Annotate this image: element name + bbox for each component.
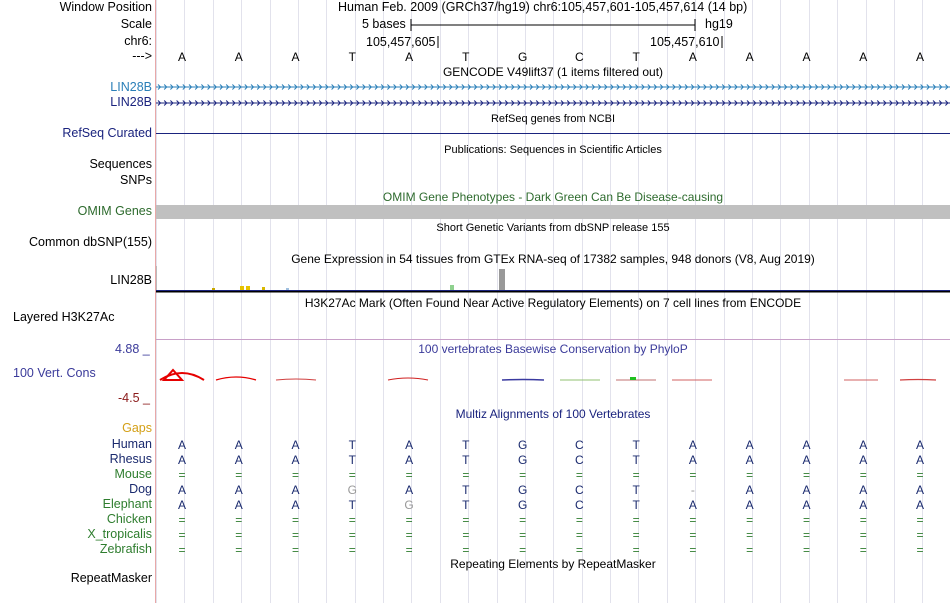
alignment-base: T — [462, 483, 470, 497]
alignment-base: A — [859, 438, 868, 452]
alignment-base: = — [916, 528, 924, 542]
alignment-base: A — [234, 453, 243, 467]
alignment-base: A — [859, 483, 868, 497]
alignment-base: T — [632, 438, 640, 452]
alignment-base: T — [348, 453, 356, 467]
alignment-base: = — [689, 513, 697, 527]
alignment-base: A — [859, 453, 868, 467]
base-letter: T — [632, 50, 640, 64]
species-label[interactable]: Chicken — [106, 512, 152, 526]
alignment-base: C — [575, 483, 584, 497]
conservation-peak — [216, 377, 256, 380]
alignment-base: A — [291, 483, 300, 497]
alignment-base: G — [347, 483, 357, 497]
alignment-base: A — [177, 438, 186, 452]
alignment-base: = — [802, 468, 810, 482]
strand-arrow-label: ---> — [132, 49, 152, 63]
gtex-gene-label[interactable]: LIN28B — [110, 273, 152, 287]
alignment-base: = — [348, 528, 356, 542]
gencode-item-1-label[interactable]: LIN28B — [110, 80, 152, 94]
alignment-base: A — [688, 453, 697, 467]
alignment-base: = — [859, 543, 867, 557]
conservation-track-title[interactable]: 100 vertebrates Basewise Conservation by PhyloP — [418, 342, 688, 356]
conservation-peak — [502, 380, 544, 381]
dbsnp-label[interactable]: Common dbSNP(155) — [29, 235, 152, 249]
refseq-label[interactable]: RefSeq Curated — [62, 126, 152, 140]
alignment-base: A — [405, 438, 414, 452]
alignment-base: A — [745, 483, 754, 497]
base-letter: A — [745, 50, 754, 64]
alignment-base: = — [575, 543, 583, 557]
gtex-track-title[interactable]: Gene Expression in 54 tissues from GTEx RNA-seq of 17382 samples, 948 donors (V8, Aug 2019) — [291, 252, 815, 266]
gaps-label[interactable]: Gaps — [122, 421, 152, 435]
cons-max-value: 4.88 _ — [115, 342, 150, 356]
species-label[interactable]: Zebrafish — [99, 542, 152, 556]
sequences-label[interactable]: Sequences — [89, 157, 152, 171]
alignment-base: A — [291, 498, 300, 512]
alignment-base: = — [292, 543, 300, 557]
alignment-base: T — [348, 498, 356, 512]
alignment-base: = — [178, 513, 186, 527]
alignment-base: - — [690, 483, 695, 497]
h3k27ac-baseline — [156, 339, 950, 340]
assembly-position[interactable]: Human Feb. 2009 (GRCh37/hg19) chr6:105,457,601-105,457,614 (14 bp) — [338, 0, 748, 14]
refseq-track-title[interactable]: RefSeq genes from NCBI — [490, 113, 616, 125]
alignment-base: G — [517, 498, 528, 512]
base-letter: A — [234, 50, 243, 64]
alignment-base: = — [689, 528, 697, 542]
base-letter: T — [348, 50, 356, 64]
alignment-base: = — [689, 543, 697, 557]
base-letter: A — [688, 50, 697, 64]
omim-gene-bar[interactable] — [156, 205, 950, 219]
h3k27ac-track-title[interactable]: H3K27Ac Mark (Often Found Near Active Regulatory Elements) on 7 cell lines from ENCODE — [304, 296, 802, 310]
alignment-base: T — [348, 438, 356, 452]
chr-label: chr6: — [124, 34, 152, 48]
alignment-base: = — [519, 513, 527, 527]
publications-track-title[interactable]: Publications: Sequences in Scientific Articles — [444, 144, 662, 156]
alignment-base: = — [462, 528, 470, 542]
coordinate-tick-1: 105,457,605 — [366, 35, 436, 49]
alignment-base: = — [575, 468, 583, 482]
alignment-base: A — [802, 483, 811, 497]
species-label[interactable]: Dog — [129, 482, 152, 496]
alignment-base: = — [405, 468, 413, 482]
alignment-base: A — [688, 438, 697, 452]
alignment-base: G — [404, 498, 414, 512]
omim-track-title[interactable]: OMIM Gene Phenotypes - Dark Green Can Be Disease-causing — [382, 190, 724, 204]
alignment-base: = — [348, 468, 356, 482]
alignment-base: T — [632, 498, 640, 512]
alignment-base: = — [632, 513, 640, 527]
alignment-base: A — [915, 498, 924, 512]
alignment-base: = — [292, 528, 300, 542]
alignment-base: = — [235, 468, 243, 482]
alignment-base: A — [745, 498, 754, 512]
alignment-base: = — [916, 513, 924, 527]
alignment-base: = — [405, 543, 413, 557]
alignment-base: T — [462, 438, 470, 452]
refseq-gene-line[interactable] — [156, 133, 950, 134]
repeatmasker-track-title[interactable]: Repeating Elements by RepeatMasker — [450, 557, 656, 571]
conservation-peak — [276, 379, 316, 380]
alignment-base: A — [688, 498, 697, 512]
base-letter: A — [915, 50, 924, 64]
alignment-base: T — [632, 483, 640, 497]
alignment-base: = — [348, 543, 356, 557]
alignment-base: A — [915, 438, 924, 452]
alignment-base: = — [859, 513, 867, 527]
alignment-base: = — [689, 468, 697, 482]
base-letter: T — [462, 50, 470, 64]
alignment-base: = — [178, 528, 186, 542]
window-position-label: Window Position — [59, 0, 152, 14]
alignment-base: = — [235, 528, 243, 542]
alignment-base: A — [177, 483, 186, 497]
alignment-base: = — [575, 513, 583, 527]
gtex-expression-bars[interactable] — [156, 266, 950, 296]
alignment-base: = — [916, 468, 924, 482]
alignment-base: = — [178, 468, 186, 482]
alignment-base: A — [291, 438, 300, 452]
conservation-peak — [388, 378, 428, 380]
conservation-wiggle[interactable] — [156, 366, 950, 388]
alignment-base: = — [916, 543, 924, 557]
alignment-base: = — [405, 513, 413, 527]
alignment-base: = — [632, 543, 640, 557]
multiz-track-title[interactable]: Multiz Alignments of 100 Vertebrates — [455, 407, 651, 421]
alignment-base: = — [802, 543, 810, 557]
alignment-base: = — [462, 513, 470, 527]
alignment-base: = — [746, 513, 754, 527]
alignment-base: = — [746, 543, 754, 557]
base-letter: A — [859, 50, 868, 64]
species-label[interactable]: Elephant — [102, 497, 152, 511]
alignment-base: = — [235, 513, 243, 527]
dbsnp-track-title[interactable]: Short Genetic Variants from dbSNP release 155 — [436, 222, 670, 234]
snps-label[interactable]: SNPs — [120, 173, 152, 187]
scale-db: hg19 — [705, 17, 733, 31]
alignment-base: C — [575, 453, 584, 467]
conservation-peak — [900, 380, 936, 381]
alignment-base: = — [802, 528, 810, 542]
alignment-base: A — [915, 483, 924, 497]
base-letter: A — [177, 50, 186, 64]
alignment-base: = — [405, 528, 413, 542]
alignment-base: A — [234, 483, 243, 497]
coordinate-tick-2: 105,457,610 — [650, 35, 720, 49]
alignment-base: A — [915, 453, 924, 467]
base-letter: A — [405, 50, 414, 64]
alignment-base: = — [292, 468, 300, 482]
species-label[interactable]: Human — [111, 437, 152, 451]
cons-min-value: -4.5 _ — [118, 391, 150, 405]
h3k27ac-label[interactable]: Layered H3K27Ac — [13, 310, 115, 324]
gencode-gene-features[interactable] — [156, 80, 950, 112]
alignment-base: = — [802, 513, 810, 527]
alignment-base: = — [632, 468, 640, 482]
alignment-base: A — [291, 453, 300, 467]
alignment-base: A — [745, 453, 754, 467]
alignment-base: = — [859, 468, 867, 482]
alignment-base: = — [575, 528, 583, 542]
alignment-base: = — [746, 528, 754, 542]
alignment-base: G — [517, 438, 528, 452]
alignment-base: A — [234, 498, 243, 512]
alignment-base: A — [859, 498, 868, 512]
repeatmasker-label[interactable]: RepeatMasker — [70, 571, 152, 585]
gencode-track-title[interactable]: GENCODE V49lift37 (1 items filtered out) — [442, 65, 664, 79]
alignment-base: = — [178, 543, 186, 557]
omim-label[interactable]: OMIM Genes — [77, 204, 152, 218]
alignment-base: A — [802, 438, 811, 452]
alignment-base: = — [462, 468, 470, 482]
gencode-item-2-label[interactable]: LIN28B — [110, 95, 152, 109]
alignment-base: A — [405, 453, 414, 467]
species-label[interactable]: X_tropicalis — [87, 527, 152, 541]
alignment-base: A — [234, 438, 243, 452]
alignment-base: A — [802, 498, 811, 512]
alignment-base: T — [462, 453, 470, 467]
alignment-base: G — [517, 483, 528, 497]
scale-label: Scale — [120, 17, 152, 31]
alignment-base: = — [235, 543, 243, 557]
alignment-base: A — [745, 438, 754, 452]
alignment-base: T — [462, 498, 470, 512]
alignment-base: = — [462, 543, 470, 557]
alignment-base: A — [802, 453, 811, 467]
alignment-base: A — [405, 483, 414, 497]
conservation-label[interactable]: 100 Vert. Cons — [13, 366, 96, 380]
alignment-base: = — [519, 543, 527, 557]
alignment-base: G — [517, 453, 528, 467]
base-letter: A — [291, 50, 300, 64]
alignment-base: C — [575, 438, 584, 452]
alignment-base: = — [292, 513, 300, 527]
alignment-base: T — [632, 453, 640, 467]
species-label[interactable]: Rhesus — [109, 452, 152, 466]
base-letter: G — [517, 50, 528, 64]
alignment-base: A — [177, 498, 186, 512]
alignment-base: A — [177, 453, 186, 467]
alignment-base: = — [746, 468, 754, 482]
base-letter: C — [575, 50, 584, 64]
species-label[interactable]: Mouse — [114, 467, 152, 481]
base-letter: A — [802, 50, 811, 64]
alignment-base: = — [348, 513, 356, 527]
alignment-base: = — [859, 528, 867, 542]
scale-text: 5 bases — [362, 17, 406, 31]
alignment-base: = — [632, 528, 640, 542]
alignment-base: C — [575, 498, 584, 512]
alignment-base: = — [519, 528, 527, 542]
alignment-base: = — [519, 468, 527, 482]
